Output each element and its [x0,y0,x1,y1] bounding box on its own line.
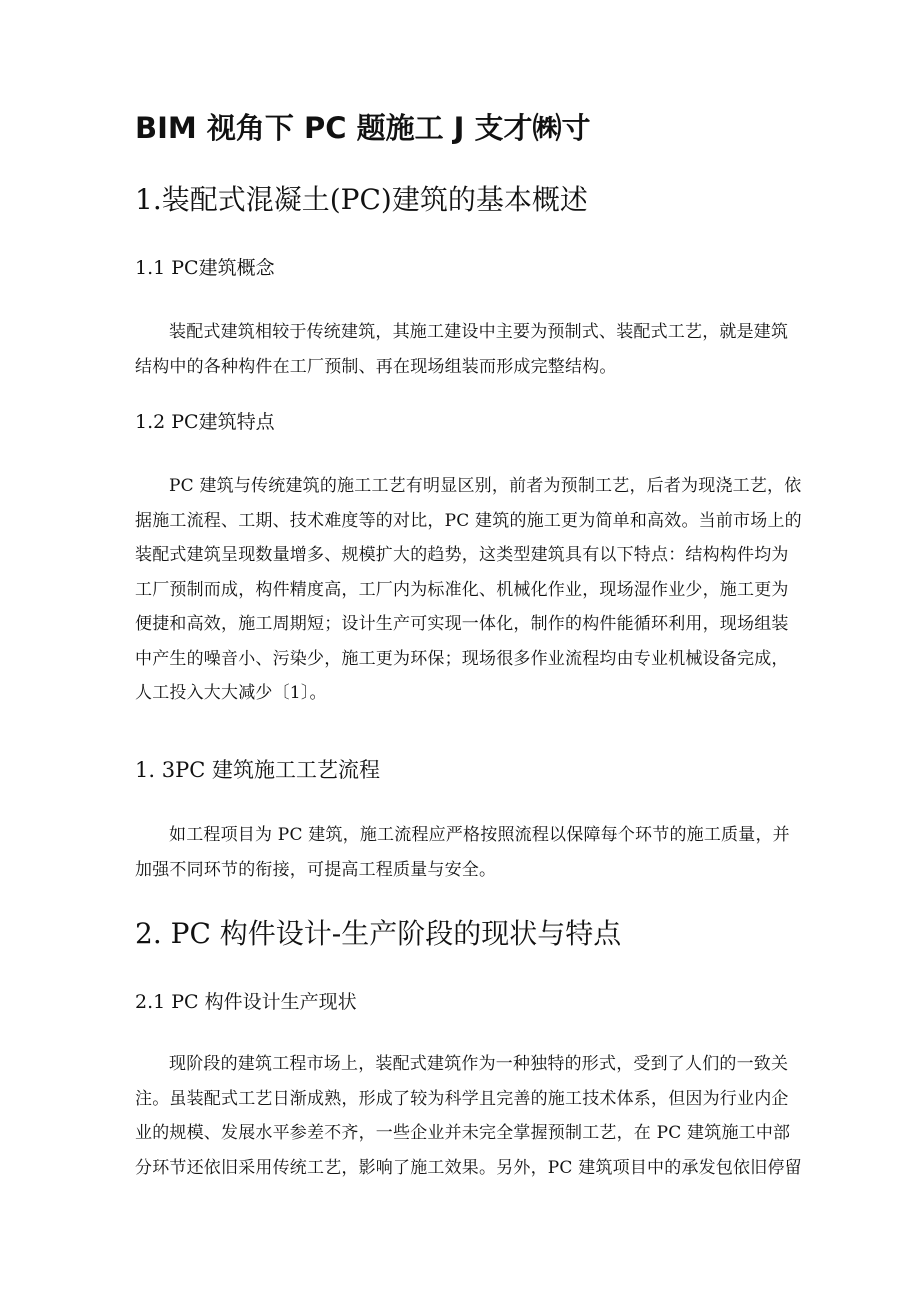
paragraph-1-2 [135,469,802,711]
document-title: BIM 视角下 PC 题施工 J 支才㈱寸 [135,111,591,145]
paragraph-line: 分环节还依旧采用传统工艺，影响了施工效果。另外，PC 建筑项目中的承发包依旧停留 [135,1157,802,1178]
section-2-heading: 2. PC 构件设计-生产阶段的现状与特点 [135,917,622,950]
section-1-heading: 1.装配式混凝土(PC)建筑的基本概述 [135,183,588,216]
subsection-1-3-heading: 1. 3PC 建筑施工工艺流程 [135,758,380,782]
paragraph-line: 人工投入大大减少〔1〕。 [135,683,327,703]
paragraph-line: 装配式建筑呈现数量增多、规模扩大的趋势，这类型建筑具有以下特点：结构构件均为 [135,545,789,565]
paragraph-2-1 [135,1047,802,1185]
paragraph-line: 据施工流程、工期、技术难度等的对比，PC 建筑的施工更为简单和高效。当前市场上的 [135,510,802,531]
paragraph-line: 注。虽装配式工艺日渐成熟，形成了较为科学且完善的施工技术体系，但因为行业内企 [135,1088,789,1109]
subsection-2-1-heading: 2.1 PC 构件设计生产现状 [135,991,357,1013]
subsection-1-1-heading: 1.1 PC建筑概念 [135,257,275,279]
paragraph-line: 工厂预制而成，构件精度高，工厂内为标准化、机械化作业，现场湿作业少，施工更为 [135,579,789,600]
paragraph-1-3 [135,818,790,887]
paragraph-line: 装配式建筑相较于传统建筑，其施工建设中主要为预制式、装配式工艺，就是建筑 [169,322,789,342]
paragraph-line: 结构中的各种构件在工厂预制、再在现场组装而形成完整结构。 [135,356,617,377]
paragraph-1-1 [135,315,787,384]
paragraph-line: 加强不同环节的衔接，可提高工程质量与安全。 [135,859,497,880]
paragraph-line: PC 建筑与传统建筑的施工工艺有明显区别，前者为预制工艺，后者为现浇工艺，依 [169,476,802,496]
paragraph-line: 便捷和高效，施工周期短；设计生产可实现一体化，制作的构件能循环利用，现场组装 [135,614,789,634]
paragraph-line: 如工程项目为 PC 建筑，施工流程应严格按照流程以保障每个环节的施工质量，并 [169,825,790,845]
paragraph-line: 现阶段的建筑工程市场上，装配式建筑作为一种独特的形式，受到了人们的一致关 [169,1054,789,1074]
paragraph-line: 业的规模、发展水平参差不齐，一些企业并未完全掌握预制工艺，在 PC 建筑施工中部 [135,1123,791,1143]
paragraph-line: 中产生的噪音小、污染少，施工更为环保；现场很多作业流程均由专业机械设备完成， [135,648,789,669]
subsection-1-2-heading: 1.2 PC建筑特点 [135,411,275,433]
